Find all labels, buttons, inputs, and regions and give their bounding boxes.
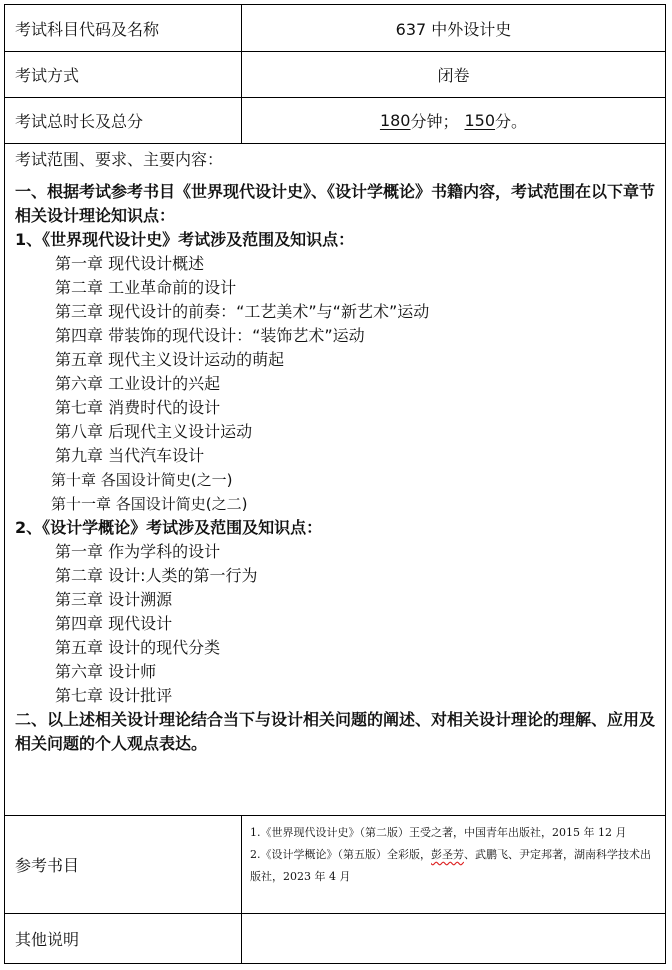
part1-item: 第七章 消费时代的设计: [55, 398, 221, 417]
duration-value: [242, 98, 665, 143]
reference-item: [250, 844, 659, 888]
section-one: 一、根据考试参考书目《世界现代设计史》、《设计学概论》书籍内容，考试范围在以下章节相关设计理论知识点：: [15, 182, 656, 225]
duration-minutes: 180: [379, 111, 411, 130]
other-row: [5, 914, 665, 963]
part2-item: 第二章 设计:人类的第一行为: [55, 566, 258, 585]
reference-item: 1.《世界现代设计史》（第二版）王受之著，中国青年出版社，2015 年 12 月: [250, 826, 627, 839]
part1-item: 第三章 现代设计的前奏：“工艺美术”与“新艺术”运动: [55, 302, 430, 321]
reference-text: 、武鹏飞、尹定邦著，湖南科学技术出版社，2023 年 4 月: [250, 848, 651, 883]
part1-item: 第一章 现代设计概述: [55, 254, 205, 273]
part1-item: 第十章 各国设计简史(之一): [51, 471, 233, 489]
duration-score: 150: [464, 111, 496, 130]
part2-item: 第一章 作为学科的设计: [55, 542, 221, 561]
part-two-title: 2、《设计学概论》考试涉及范围及知识点：: [15, 518, 323, 537]
exam-info-table: [4, 4, 666, 964]
method-row: [5, 52, 665, 98]
part1-item: 第十一章 各国设计简史(之二): [51, 495, 248, 513]
part2-item: 第四章 现代设计: [55, 614, 173, 633]
references-row: [5, 816, 665, 914]
reference-text: 2.《设计学概论》（第五版）全彩版，: [250, 848, 431, 861]
references-list: [242, 816, 665, 913]
part1-item: 第二章 工业革命前的设计: [55, 278, 237, 297]
part1-item: 第九章 当代汽车设计: [55, 446, 205, 465]
part2-item: 第五章 设计的现代分类: [55, 638, 221, 657]
method-value: 闭卷: [437, 66, 470, 85]
part2-item: 第三章 设计溯源: [55, 590, 173, 609]
part1-item: 第四章 带装饰的现代设计：“装饰艺术”运动: [55, 326, 365, 345]
duration-label: 考试总时长及总分: [5, 98, 242, 143]
part-one-title: 1、《世界现代设计史》考试涉及范围及知识点：: [15, 230, 355, 249]
subject-label: 考试科目代码及名称: [5, 5, 242, 51]
part1-item: 第八章 后现代主义设计运动: [55, 422, 253, 441]
other-label: 其他说明: [5, 914, 242, 963]
content-heading: 考试范围、要求、主要内容：: [15, 150, 224, 169]
duration-minutes-unit: 分钟；: [410, 112, 459, 131]
part1-item: 第六章 工业设计的兴起: [55, 374, 221, 393]
part2-item: 第七章 设计批评: [55, 686, 173, 705]
duration-row: [5, 98, 665, 144]
references-label: 参考书目: [5, 816, 242, 913]
subject-value: 637 中外设计史: [395, 19, 512, 39]
part2-item: 第六章 设计师: [55, 662, 157, 681]
reference-author: 彭圣芳: [431, 848, 464, 861]
duration-score-unit: 分。: [495, 112, 528, 131]
method-label: 考试方式: [5, 52, 242, 97]
section-two: 二、以上述相关设计理论结合当下与设计相关问题的阐述、对相关设计理论的理解、应用及相关问题的个人观点表达。: [15, 710, 656, 753]
exam-content: [5, 144, 665, 816]
part1-item: 第五章 现代主义设计运动的萌起: [55, 350, 285, 369]
other-value: [242, 914, 665, 963]
subject-row: [5, 5, 665, 52]
